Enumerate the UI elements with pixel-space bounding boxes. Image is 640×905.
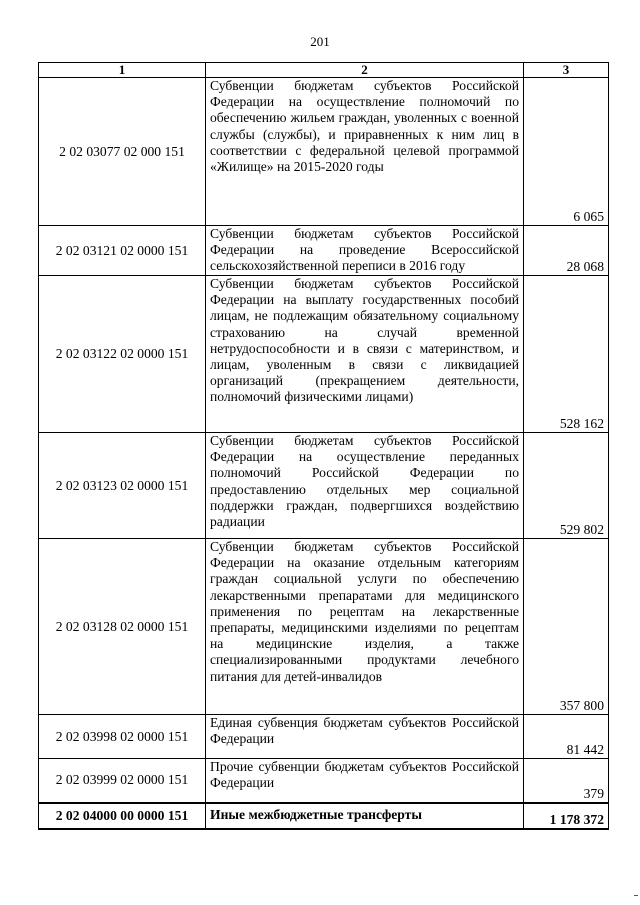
column-header-1: 1 (39, 63, 206, 78)
row-amount: 357 800 (524, 539, 609, 715)
total-row (39, 803, 609, 829)
total-amount: 1 178 372 (524, 803, 609, 829)
table-header-row (39, 63, 609, 78)
table-row (39, 78, 609, 226)
row-amount: 529 802 (524, 433, 609, 539)
row-code: 2 02 03128 02 0000 151 (39, 539, 206, 715)
budget-table (38, 62, 609, 830)
row-code: 2 02 03122 02 0000 151 (39, 276, 206, 433)
row-description: Субвенции бюджетам субъектов Российской Федерации на выплату государственных пособий лицам, не подлежащим обязательному социальному страхованию на случай временной нетрудоспособности и в связи с материнством, и лицам, уволенным в связи с ликвидацией организаций (прекращением деятельности, полномочий физическими лицами) (206, 276, 524, 433)
row-code: 2 02 03998 02 0000 151 (39, 715, 206, 759)
table-row (39, 226, 609, 276)
column-header-2: 2 (206, 63, 524, 78)
table-row (39, 433, 609, 539)
row-description: Единая субвенция бюджетам субъектов Российской Федерации (206, 715, 524, 759)
table-row (39, 539, 609, 715)
row-description: Субвенции бюджетам субъектов Российской Федерации на осуществление переданных полномочий Российской Федерации по предоставлению отдельных мер социальной поддержки граждан, подвергшихся воздействию радиации (206, 433, 524, 539)
row-amount: 28 068 (524, 226, 609, 276)
total-description: Иные межбюджетные трансферты (206, 803, 524, 829)
row-amount: 81 442 (524, 715, 609, 759)
table-row (39, 715, 609, 759)
row-description: Субвенции бюджетам субъектов Российской Федерации на проведение Всероссийской сельскохозяйственной переписи в 2016 году (206, 226, 524, 276)
row-code: 2 02 03121 02 0000 151 (39, 226, 206, 276)
total-code: 2 02 04000 00 0000 151 (39, 803, 206, 829)
row-amount: 6 065 (524, 78, 609, 226)
row-description: Субвенции бюджетам субъектов Российской Федерации на осуществление полномочий по обеспечению жильем граждан, уволенных с военной службы (службы), и приравненных к ним лиц в соответствии с федеральной целевой программой «Жилище» на 2015-2020 годы (206, 78, 524, 226)
column-header-3: 3 (524, 63, 609, 78)
row-amount: 528 162 (524, 276, 609, 433)
page-number: 201 (310, 34, 330, 49)
row-code: 2 02 03999 02 0000 151 (39, 759, 206, 803)
row-code: 2 02 03123 02 0000 151 (39, 433, 206, 539)
row-code: 2 02 03077 02 000 151 (39, 78, 206, 226)
scan-artifact (634, 895, 638, 896)
table-row (39, 759, 609, 803)
row-description: Прочие субвенции бюджетам субъектов Российской Федерации (206, 759, 524, 803)
table-row (39, 276, 609, 433)
row-amount: 379 (524, 759, 609, 803)
row-description: Субвенции бюджетам субъектов Российской Федерации на оказание отдельным категориям граждан социальной услуги по обеспечению лекарственными препаратами для медицинского применения по рецептам на лекарственные препараты, медицинскими изделиями по рецептам на медицинские изделия, а также специализированными продуктами лечебного питания для детей-инвалидов (206, 539, 524, 715)
